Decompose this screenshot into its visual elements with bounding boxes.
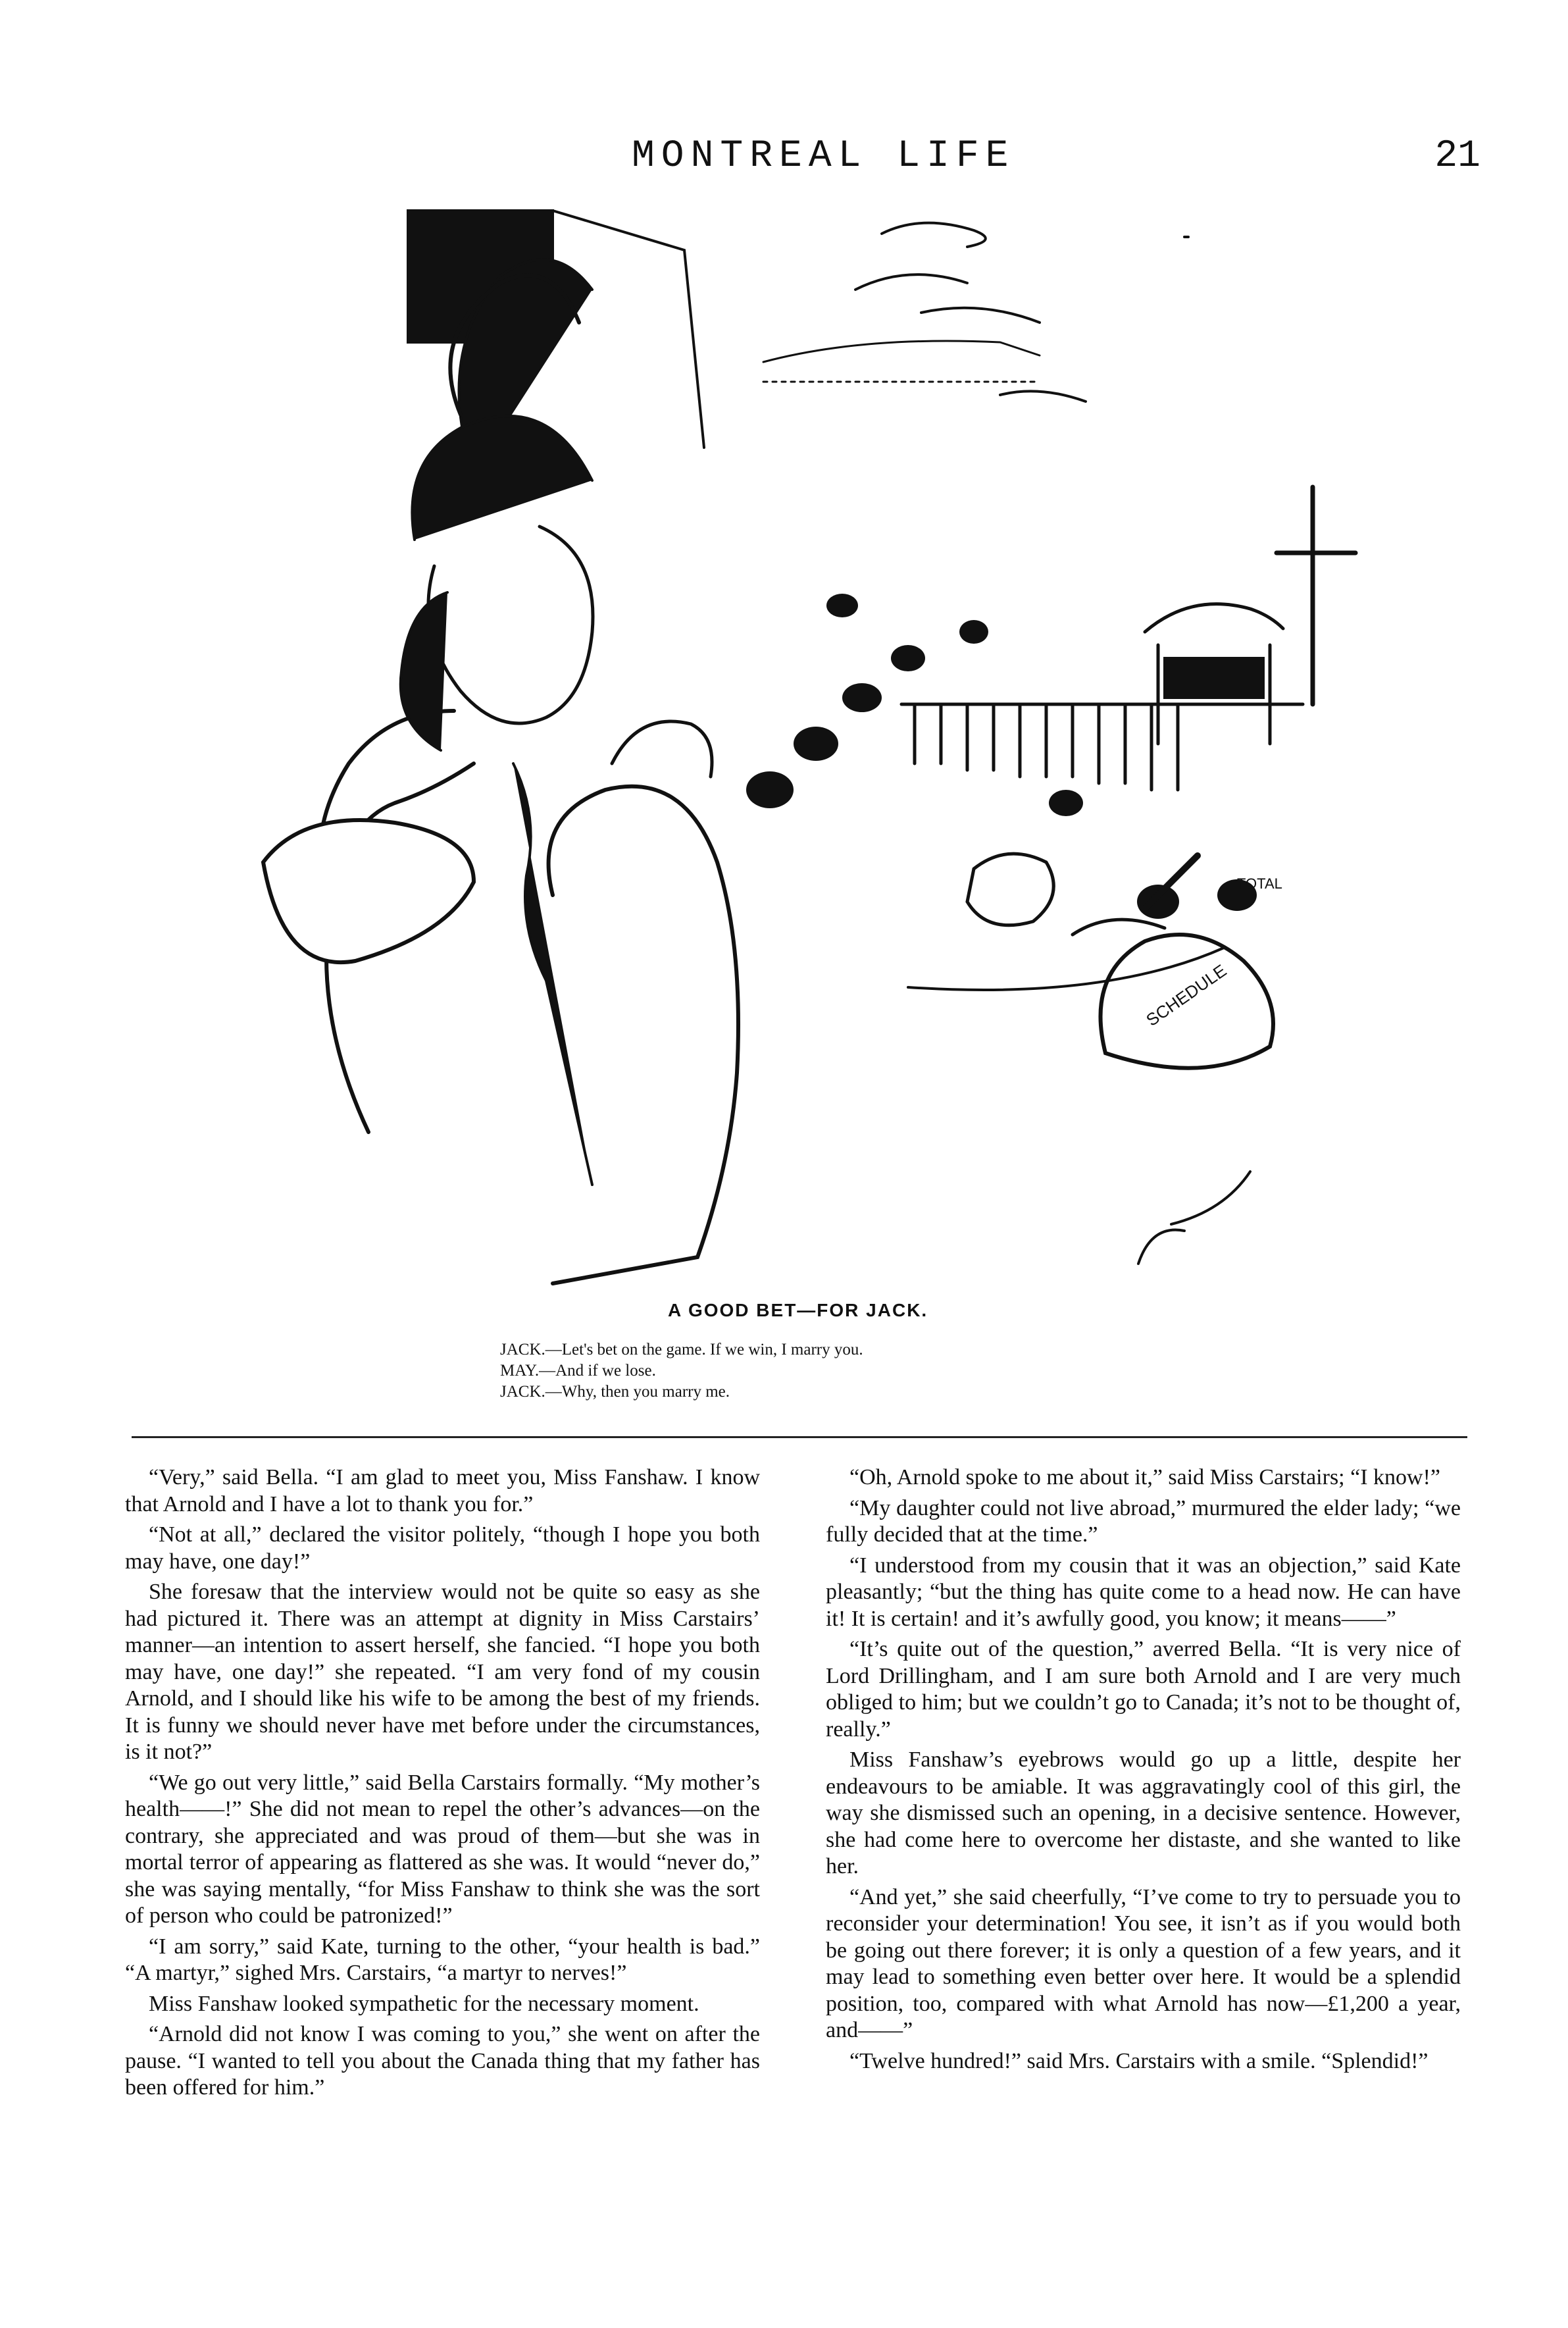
paragraph: “It’s quite out of the question,” averred Bella. “It is very nice of Lord Drillingham, and I am sure both Arnold and I are very much obliged to him; but we couldn’t go to Canada; it’s not to be thought of, really.” — [826, 1637, 1461, 1742]
paragraph: “My daughter could not live abroad,” murmured the elder lady; “we fully decided that at the time.” — [826, 1495, 1461, 1547]
right-text-column — [826, 1464, 1461, 2079]
illustration-racetrack — [184, 197, 1415, 1303]
paragraph: “Not at all,” declared the visitor politely, “though I hope you both may have, one day!” — [125, 1522, 760, 1574]
paragraph: “Twelve hundred!” said Mrs. Carstairs with a smile. “Splendid!” — [849, 2048, 1429, 2073]
page-header — [197, 135, 1480, 188]
signboard-text: TOTAL — [1237, 875, 1282, 892]
paragraph: “I am sorry,” said Kate, turning to the other, “your health is bad.” “A martyr,” sighed Mrs. Carstairs, “a martyr to nerves!” — [125, 1934, 760, 1985]
left-text-column — [125, 1464, 760, 2106]
page-number: 21 — [1434, 135, 1480, 178]
paragraph: “We go out very little,” said Bella Carstairs formally. “My mother’s health——!” She did not mean to repel the other’s advances—on the contrary, she appreciated and was proud of them—but she was in mortal terror of appearing as flattered as she was. It would “never do,” she was saying mentally, “for Miss Fanshaw to think she was the sort of person who could be patronized!” — [125, 1770, 760, 1928]
paragraph: Miss Fanshaw looked sympathetic for the necessary moment. — [149, 1991, 699, 2016]
paragraph: “Very,” said Bella. “I am glad to meet you, Miss Fanshaw. I know that Arnold and I have a lot to thank you for.” — [125, 1465, 760, 1516]
paragraph: “Arnold did not know I was coming to you,” she went on after the pause. “I wanted to tell you about the Canada thing that my father has been offered for him.” — [125, 2022, 760, 2100]
paragraph: “And yet,” she said cheerfully, “I’ve come to try to persuade you to reconsider your determination! You see, it isn’t as if you would both be going out there forever; it is only a question of a few years, and it may lead to something even better over here. It would be a splendid position, too, compared with what Arnold has now—£1,200 a year, and——” — [826, 1884, 1461, 2042]
paragraph: Miss Fanshaw’s eyebrows would go up a little, despite her endeavours to be amiable. It was aggravatingly cool of this girl, the way she dismissed such an opening, in a decisive sentence. However, she had come here to overcome her distaste, and she wanted to like her. — [826, 1747, 1461, 1878]
illustration-caption — [500, 1300, 1158, 1403]
paragraph: “I understood from my cousin that it was an objection,” said Kate pleasantly; “but the thing has quite come to a head now. He can have it! It is certain! and it’s awfully good, you know; it means——” — [826, 1553, 1461, 1631]
caption-title: A GOOD BET—FOR JACK. — [668, 1300, 928, 1320]
paragraph: She foresaw that the interview would not be quite so easy as she had pictured it. There was an attempt at dignity in Miss Carstairs’ manner—an intention to assert herself, she fancied. “I hope you both may have, one day!” she repeated. “I am very fond of my cousin Arnold, and I should like his wife to be among the best of my friends. It is funny we should never have met before under the circumstances, is it not?” — [125, 1580, 760, 1764]
hat-band-text: SCHEDULE — [1142, 960, 1230, 1030]
section-divider — [132, 1436, 1467, 1438]
caption-line: MAY.—And if we lose. — [500, 1362, 656, 1380]
caption-line: JACK.—Why, then you marry me. — [500, 1383, 730, 1401]
magazine-title: MONTREAL LIFE — [632, 135, 1015, 178]
caption-line: JACK.—Let's bet on the game. If we win, I marry you. — [500, 1341, 863, 1358]
paragraph: “Oh, Arnold spoke to me about it,” said Miss Carstairs; “I know!” — [849, 1465, 1441, 1489]
